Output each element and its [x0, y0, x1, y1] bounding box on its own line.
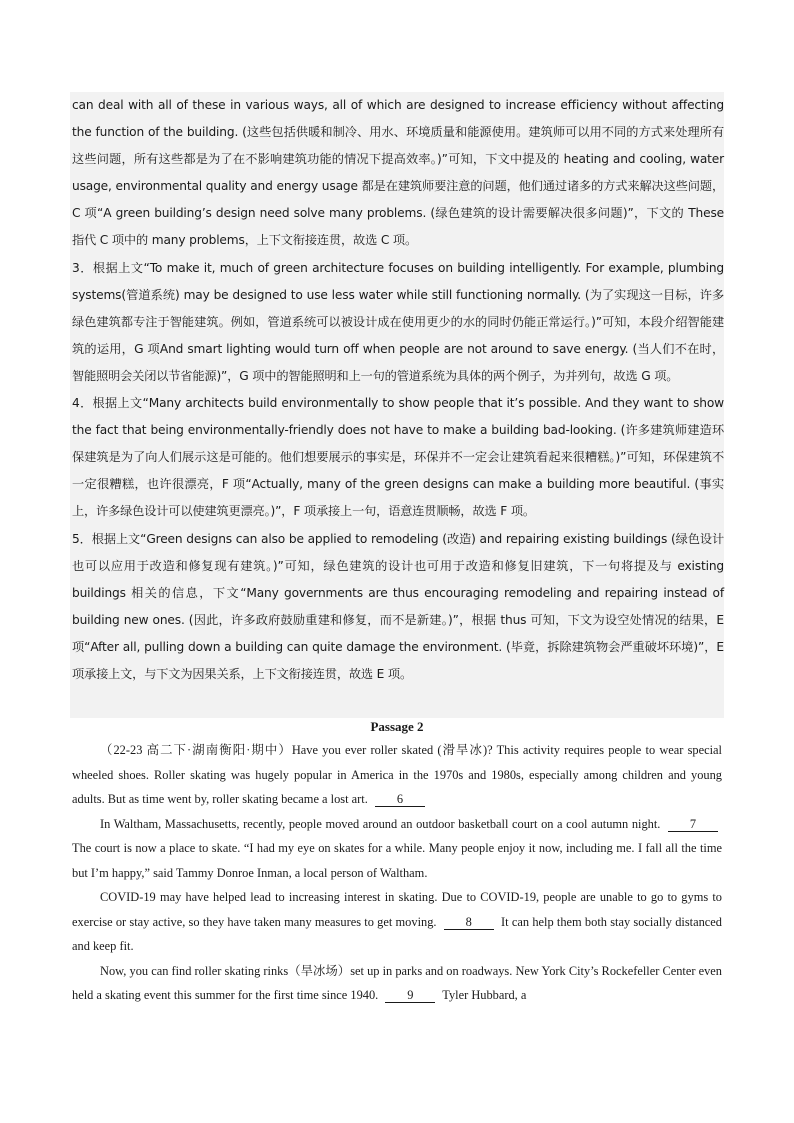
passage-paragraph-2: [72, 812, 722, 886]
explanation-paragraph-1: can deal with all of these in various ways, all of which are designed to increase efficiency without affecting the function of the building. (这些包括供暖和制冷、用水、环境质量和能源使用。建筑师可以用不同的方式来处理所有这些问题，所有这些都是为了在不影响建筑功能的情况下提高效率。)”可知，下文中提及的 heating and cooling, water usage, environmental quality and energy usage 都是在建筑师要注意的问题，他们通过诸多的方式来解决这些问题，C 项“A green building’s design need solve many problems. (绿色建筑的设计需要解决很多问题)”，下文的 These 指代 C 项中的 many problems，上下文衔接连贯，故选 C 项。: [72, 98, 724, 248]
passage-paragraph-4: [72, 959, 722, 1008]
explanation-paragraph-4: 5．根据上文“Green designs can also be applied to remodeling (改造) and repairing existing buildings (绿色设计也可以应用于改造和修复现有建筑。)”可知，绿色建筑的设计也可用于改造和修复旧建筑，下一句将提及与 existing buildings 相关的信息，下文“Many governments are thus encouraging remodeling and repairing instead of building new ones. (因此，许多政府鼓励重建和修复，而不是新建。)”，根据 thus 可知，下文为设空处情况的结果，E 项“After all, pulling down a building can quite damage the environment. (毕竟，拆除建筑物会严重破坏环境)”，E 项承接上文，与下文为因果关系，上下文衔接连贯，故选 E 项。: [72, 531, 724, 681]
explanation-paragraph-3: 4．根据上文“Many architects build environmentally to show people that it’s possible. And they want to show the fact that being environmentally-friendly does not have to make a building bad-looking. (许多建筑师建造环保建筑是为了向人们展示这是可能的。他们想要展示的事实是，环保并不一定会让建筑看起来很糟糕。)”可知，环保建筑不一定很糟糕，也许很漂亮，F 项“Actually, many of the green designs can make a building more beautiful. (事实上，许多绿色设计可以使建筑更漂亮。)”，F 项承接上一句，语意连贯顺畅，故选 F 项。: [72, 396, 724, 519]
explanation-paragraph-2: 3．根据上文“To make it, much of green architecture focuses on building intelligently. For example, plumbing systems(管道系统) may be designed to use less water while still functioning normally. (为了实现这一目标，许多绿色建筑都专注于智能建筑。例如，管道系统可以被设计成在使用更少的水的同时仍能正常运行。)”可知，本段介绍智能建筑的运用，G 项And smart lighting would turn off when people are not around to save energy. (当人们不在时，智能照明会关闭以节省能源)”，G 项中的智能照明和上一句的管道系统为具体的两个例子，为并列句，故选 G 项。: [72, 260, 724, 383]
paragraph-text-after: It can help them both stay socially distanced and keep fit.: [72, 914, 723, 953]
answer-explanation-block: [70, 92, 724, 718]
paragraph-text-after: The court is now a place to skate. “I had my eye on skates for a while. Many people enjoy it now, including me. I fall all the time but I’m happy,” said Tammy Donroe Inman, a local person of Waltham.: [72, 841, 722, 880]
blank-8: 8: [444, 915, 494, 930]
paragraph-text-after: Tyler Hubbard, a: [442, 988, 527, 1002]
passage-paragraph-3: [72, 885, 722, 959]
blank-9: 9: [385, 988, 435, 1003]
paragraph-text: COVID-19 may have helped lead to increasing interest in skating. Due to COVID-19, people are unable to go to gyms to exercise or stay active, so they have taken many measures to get moving.: [72, 890, 722, 929]
paragraph-text: Now, you can find roller skating rinks（旱冰场）set up in parks and on roadways. New York City’s Rockefeller Center even held a skating event this summer for the first time since 1940.: [72, 963, 722, 1002]
passage-paragraph-1: [72, 738, 722, 812]
blank-6: 6: [375, 792, 425, 807]
blank-7: 7: [668, 817, 718, 832]
passage-body: [72, 738, 722, 1008]
passage-title: Passage 2: [370, 719, 424, 734]
paragraph-text: （22-23 高二下·湖南衡阳·期中）Have you ever roller skated (滑旱冰)? This activity requires people to wear special wheeled shoes. Roller skating was hugely popular in America in the 1970s and 1980s, especially among children and young adults. But as time went by, roller skating became a lost art.: [72, 743, 722, 806]
paragraph-text: In Waltham, Massachusetts, recently, people moved around an outdoor basketball court on a cool autumn night.: [100, 816, 661, 831]
